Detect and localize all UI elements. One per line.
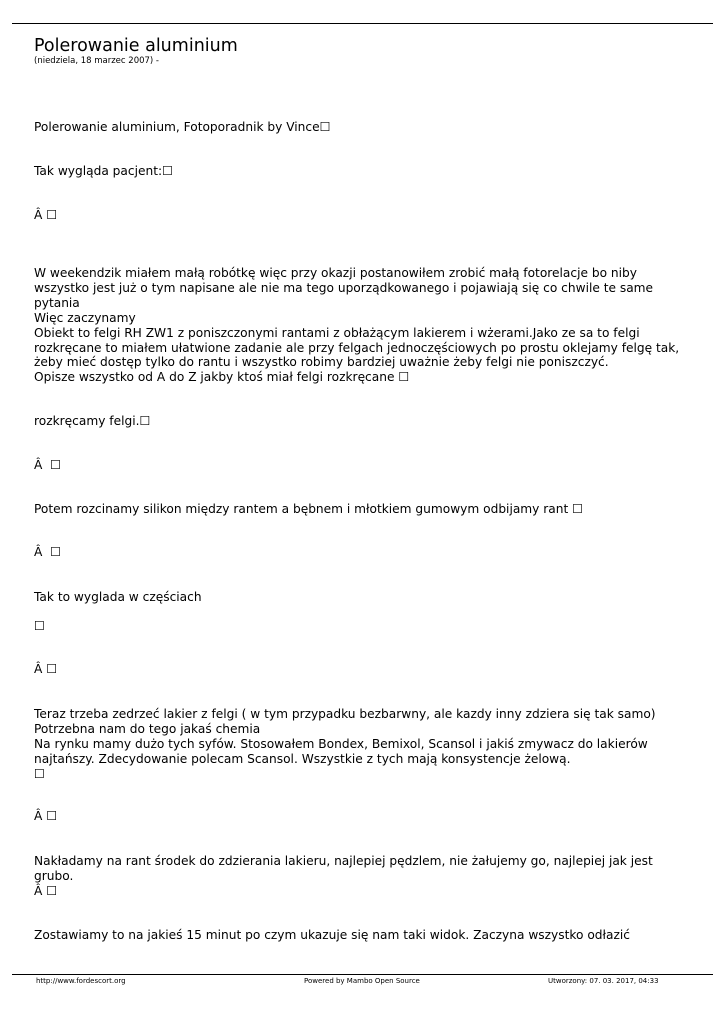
image-placeholder: Â ☐ bbox=[34, 545, 62, 559]
intro-paragraph: Polerowanie aluminium, Fotoporadnik by Vince☐ bbox=[34, 120, 331, 134]
footer-powered-by: Powered by Mambo Open Source bbox=[304, 977, 420, 985]
description-paragraph: W weekendzik miałem małą robótkę więc przy okazji postanowiłem zrobić małą fotorelacje bo niby wszystko jest już o tym napisane ale nie ma tego uporządkowanego i pojawiają się co chwile te same pytania Więc zaczynamy Obiekt to felgi RH ZW1 z poniszczonymi rantami z obłażącym lakierem i wżerami.Jako ze sa to felgi rozkręcane to miałem ułatwione zadanie ale przy felgach jednoczęściowych po prostu oklejamy felgę tak, żeby mieć dostęp tylko do rantu i wszystko robimy bardziej uważnie żeby felgi nie poniszczyć. Opisze wszystko od A do Z jakby ktoś miał felgi rozkręcane ☐ bbox=[34, 266, 680, 385]
footer-rule bbox=[12, 974, 713, 975]
step-unscrew: rozkręcamy felgi.☐ bbox=[34, 414, 151, 428]
parts-caption: Tak to wyglada w częściach bbox=[34, 590, 202, 604]
patient-caption: Tak wygląda pacjent:☐ bbox=[34, 164, 173, 178]
step-apply-remover: Nakładamy na rant środek do zdzierania lakieru, najlepiej pędzlem, nie żałujemy go, najlepiej jak jest grubo. Â ☐ bbox=[34, 854, 653, 898]
image-placeholder: Â ☐ bbox=[34, 208, 58, 222]
step-cut-silicone: Potem rozcinamy silikon między rantem a bębnem i młotkiem gumowym odbijamy rant ☐ bbox=[34, 502, 584, 516]
image-placeholder: ☐ bbox=[34, 619, 45, 633]
step-strip-paint: Teraz trzeba zedrzeć lakier z felgi ( w tym przypadku bezbarwny, ale kazdy inny zdziera się tak samo) Potrzebna nam do tego jakaś chemia Na rynku mamy dużo tych syfów. Stosowałem Bondex, Bemixol, Scansol i jakiś zmywacz do lakierów najtańszy. Zdecydowanie polecam Scansol. Wszystkie z tych mają konsystencje żelową. ☐ bbox=[34, 707, 656, 781]
article-title: Polerowanie aluminium bbox=[34, 36, 238, 56]
article-date: (niedziela, 18 marzec 2007) - bbox=[34, 56, 160, 66]
footer-created-date: Utworzony: 07. 03. 2017, 04:33 bbox=[548, 977, 659, 985]
image-placeholder: Â ☐ bbox=[34, 809, 58, 823]
step-wait: Zostawiamy to na jakieś 15 minut po czym ukazuje się nam taki widok. Zaczyna wszystko odłazić bbox=[34, 928, 630, 942]
image-placeholder: Â ☐ bbox=[34, 458, 62, 472]
footer-url: http://www.fordescort.org bbox=[36, 977, 126, 985]
header-rule bbox=[12, 23, 713, 24]
image-placeholder: Â ☐ bbox=[34, 662, 58, 676]
